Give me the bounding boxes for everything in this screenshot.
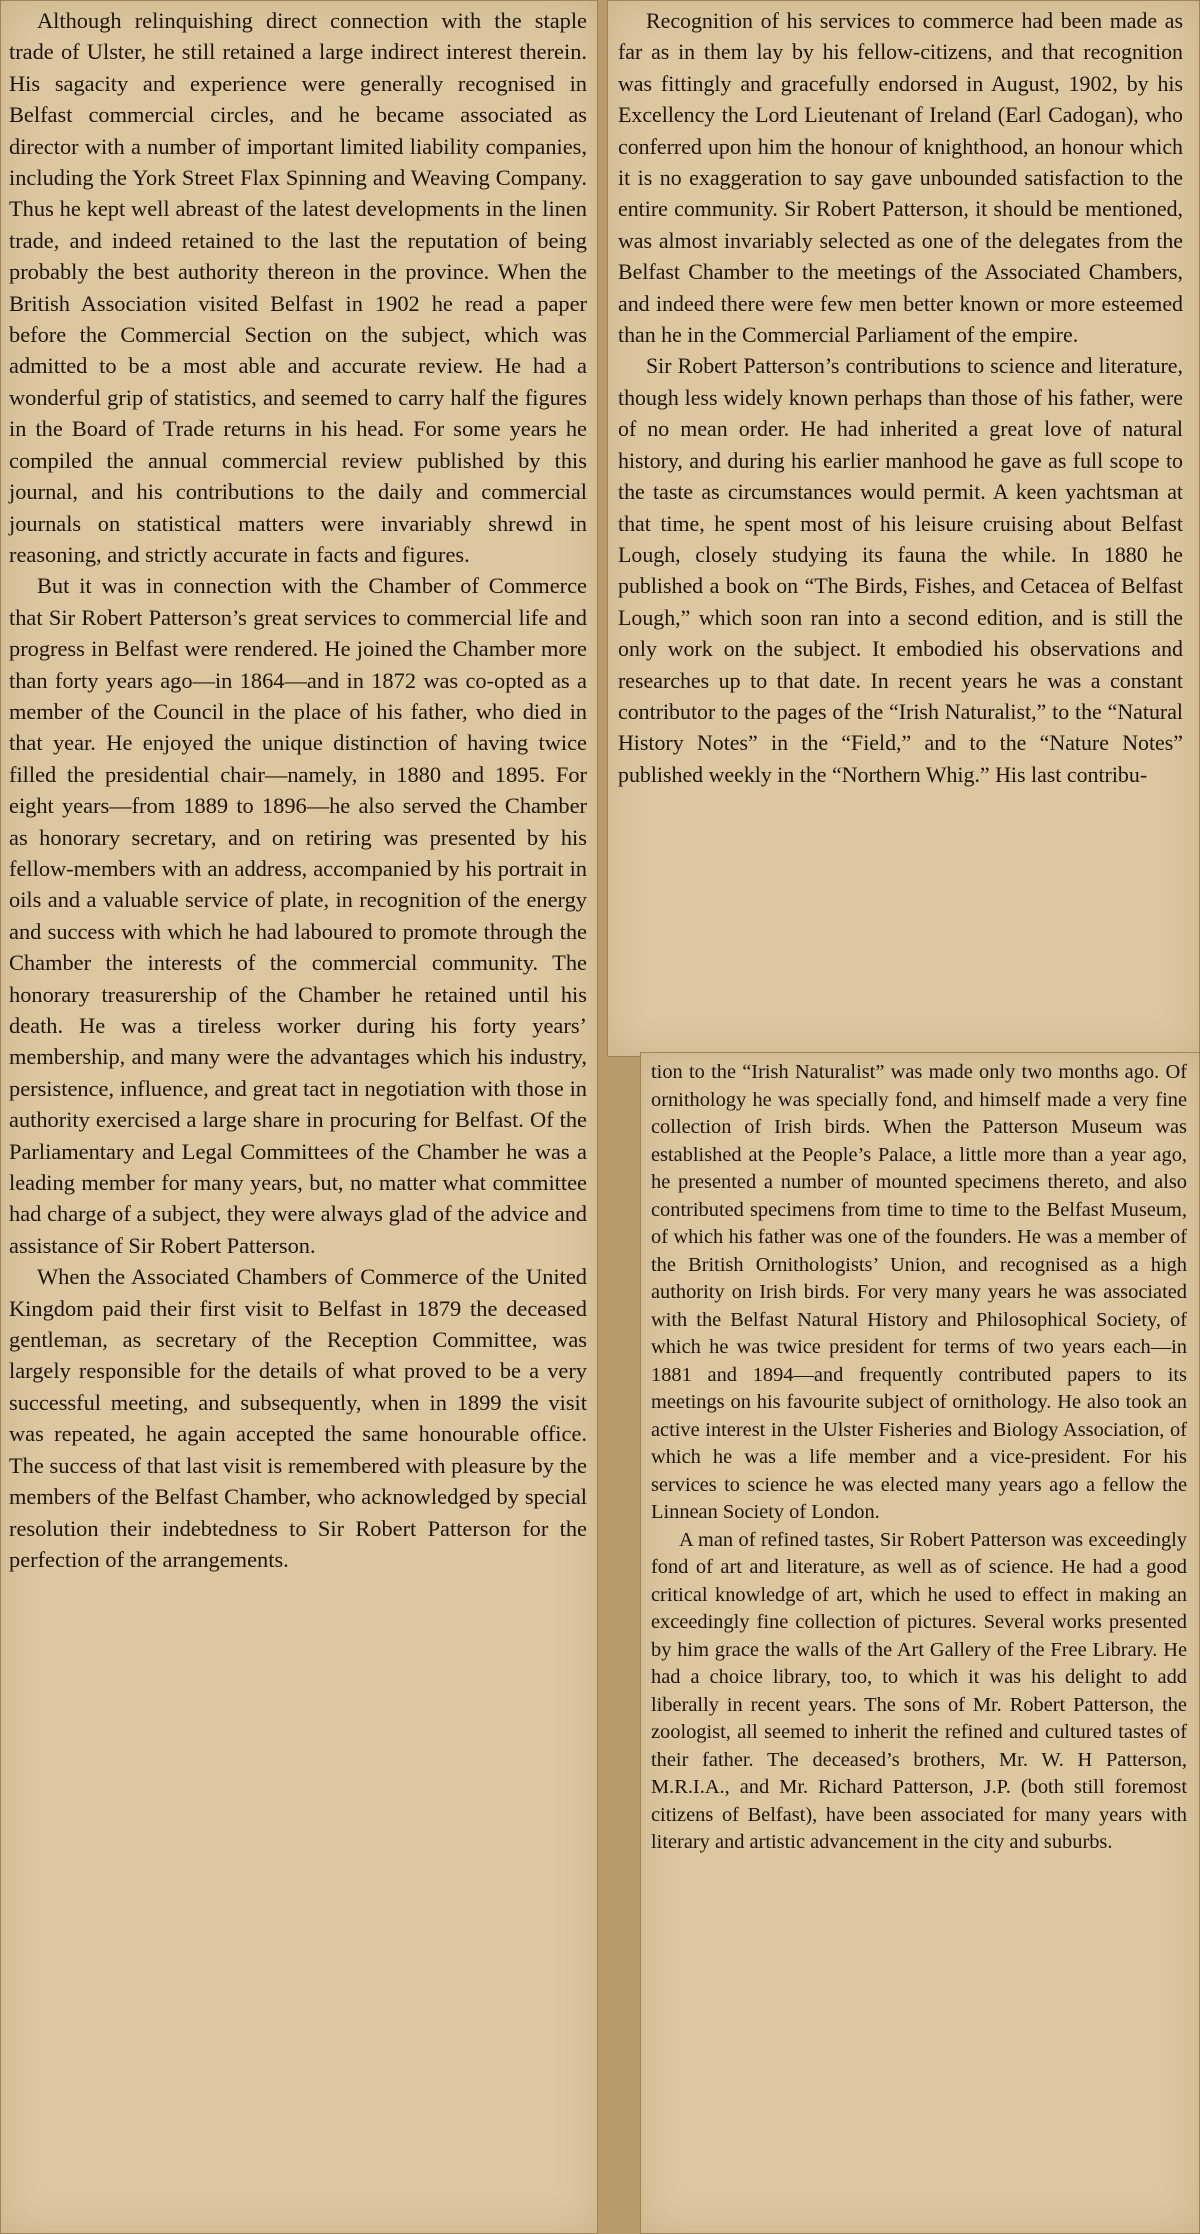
- clipping-column-right-top: [607, 0, 1200, 1057]
- clipping-column-right-bottom: [640, 1052, 1200, 2234]
- clipping-column-left: [0, 0, 598, 2234]
- paragraph: Sir Robert Patterson’s contributions to science and literature, though less widely known perhaps than those of his father, were of no mean order. He had inherited a great love of natural history, and during his earlier manhood he gave as full scope to the taste as circumstances would permit. A keen yachtsman at that time, he spent most of his leisure cruising about Belfast Lough, closely studying its fauna the while. In 1880 he published a book on “The Birds, Fishes, and Cetacea of Belfast Lough,” which soon ran into a second edition, and is still the only work on the subject. It embodied his observations and researches up to that date. In recent years he was a constant contributor to the pages of the “Irish Naturalist,” to the “Natural History Notes” in the “Field,” and to the “Nature Notes” published weekly in the “Northern Whig.” His last contribu-: [618, 353, 1183, 787]
- paragraph: A man of refined tastes, Sir Robert Patterson was exceedingly fond of art and literature, as well as of science. He had a good critical knowledge of art, which he used to effect in making an exceedingly fine collection of pictures. Several works presented by him grace the walls of the Art Gallery of the Free Library. He had a choice library, too, to which it was his delight to add liberally in recent years. The sons of Mr. Robert Patterson, the zoologist, all seemed to inherit the refined and cultured tastes of their father. The deceased’s brothers, Mr. W. H Patterson, M.R.I.A., and Mr. Richard Patterson, J.P. (both still foremost citizens of Belfast), have been associated for many years with literary and artistic advancement in the city and suburbs.: [651, 1528, 1187, 1853]
- paragraph: tion to the “Irish Naturalist” was made only two months ago. Of ornithology he was specially fond, and himself made a very fine collection of Irish birds. When the Patterson Museum was established at the People’s Palace, a little more than a year ago, he presented a number of mounted specimens thereto, and also contributed specimens from time to time to the Belfast Museum, of which his father was one of the founders. He was a member of the British Ornithologists’ Union, and recognised as a high authority on Irish birds. For very many years he was associated with the Belfast Natural History and Philosophical Society, of which he was twice president for terms of two years each—in 1881 and 1894—and frequently contributed papers to its meetings on his favourite subject of ornithology. He also took an active interest in the Ulster Fisheries and Biology Association, of which he was a life member and a vice-president. For his services to science he was elected many years ago a fellow the Linnean Society of London.: [651, 1061, 1187, 1523]
- paragraph: Although relinquishing direct connection with the staple trade of Ulster, he still retained a large indirect interest therein. His sagacity and experience were generally recognised in Belfast commercial circles, and he became associated as director with a number of important limited liability companies, including the York Street Flax Spinning and Weaving Company. Thus he kept well abreast of the latest developments in the linen trade, and indeed retained to the last the reputation of being probably the best authority thereon in the province. When the British Association visited Belfast in 1902 he read a paper before the Commercial Section on the subject, which was admitted to be a most able and accurate review. He had a wonderful grip of statistics, and seemed to carry half the figures in the Board of Trade returns in his head. For some years he compiled the annual commercial review published by this journal, and his contributions to the daily and commercial journals on statistical matters were invariably shrewd in reasoning, and strictly accurate in facts and figures.: [9, 8, 587, 567]
- paragraph: But it was in connection with the Chamber of Commerce that Sir Robert Patterson’s great services to commercial life and progress in Belfast were rendered. He joined the Chamber more than forty years ago—in 1864—and in 1872 was co-opted as a member of the Council in the place of his father, who died in that year. He enjoyed the unique distinction of having twice filled the presidential chair—namely, in 1880 and 1895. For eight years—from 1889 to 1896—he also served the Chamber as honorary secretary, and on retiring was presented by his fellow-members with an address, accompanied by his portrait in oils and a valuable service of plate, in recognition of the energy and success with which he had laboured to promote through the Chamber the interests of the commercial community. The honorary treasurership of the Chamber he retained until his death. He was a tireless worker during his forty years’ membership, and many were the advantages which his industry, persistence, influence, and great tact in negotiation with those in authority exercised a large share in procuring for Belfast. Of the Parliamentary and Legal Committees of the Chamber he was a leading member for many years, but, no matter what committee had charge of a subject, they were always glad of the advice and assistance of Sir Robert Patterson.: [9, 573, 587, 1258]
- paragraph: Recognition of his services to commerce had been made as far as in them lay by his fellow-citizens, and that recognition was fittingly and gracefully endorsed in August, 1902, by his Excellency the Lord Lieutenant of Ireland (Earl Cadogan), who conferred upon him the honour of knighthood, an honour which it is no exaggeration to say gave unbounded satisfaction to the entire community. Sir Robert Patterson, it should be mentioned, was almost invariably selected as one of the delegates from the Belfast Chamber to the meetings of the Associated Chambers, and indeed there were few men better known or more esteemed than he in the Commercial Parliament of the empire.: [618, 8, 1183, 348]
- paragraph: When the Associated Chambers of Commerce of the United Kingdom paid their first visit to Belfast in 1879 the deceased gentleman, as secretary of the Reception Committee, was largely responsible for the details of what proved to be a very successful meeting, and subsequently, when in 1899 the visit was repeated, he again accepted the same honourable office. The success of that last visit is remembered with pleasure by the members of the Belfast Chamber, who acknowledged by special resolution their indebtedness to Sir Robert Patterson for the perfection of the arrangements.: [9, 1264, 587, 1572]
